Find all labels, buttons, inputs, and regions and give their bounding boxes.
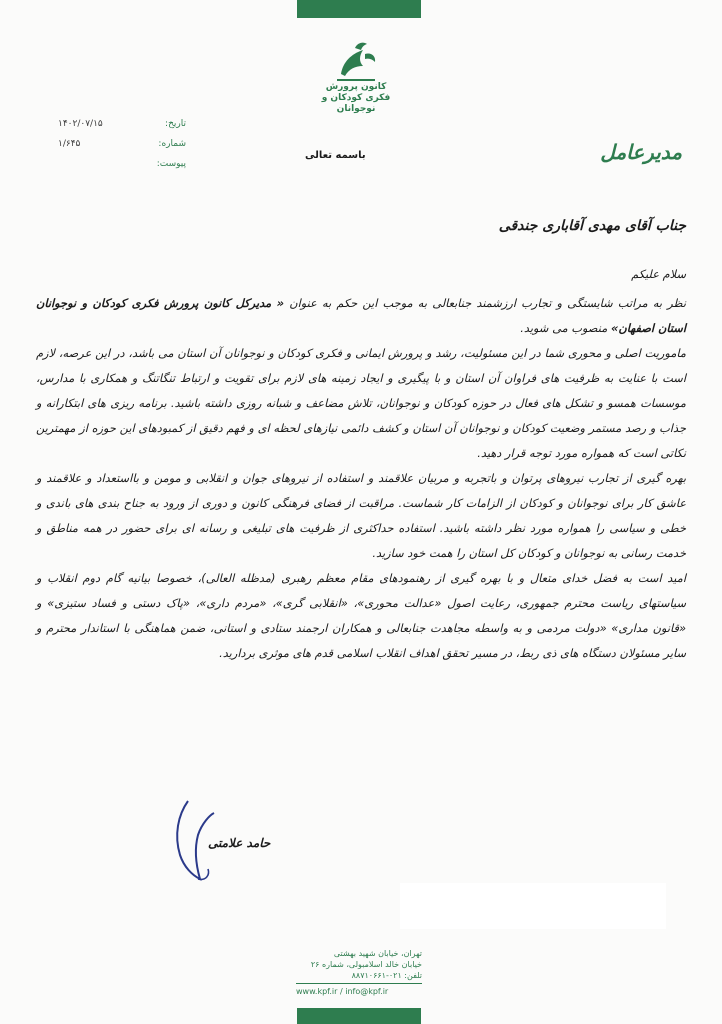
bottom-brand-bar [297,1008,421,1024]
date-value: ۱۴۰۲/۰۷/۱۵ [58,119,103,129]
number-row [58,134,186,154]
greeting: سلام علیکم [631,267,686,281]
footer-address [296,948,422,997]
signer-name: حامد علامتی [208,836,271,850]
top-brand-bar [297,0,421,18]
letter-meta [58,114,186,174]
recipient: جناب آقای مهدی آقاباری جندقی [498,218,686,234]
p1-title: « مدیرکل کانون پرورش فکری کودکان و نوجوانان استان اصفهان» [36,296,686,335]
website: www.kpf.ir / info@kpf.ir [296,987,389,996]
p1-start: نظر به مراتب شایستگی و تجارب ارزشمند جنابعالی به موجب این حکم به عنوان [289,296,686,310]
kanoon-logo-icon [333,40,379,82]
paragraph-4: امید است به فضل خدای متعال و با بهره گیری از رهنمودهای مقام معظم رهبری (مدظله العالی)، خصوصا بیانیه گام دوم انقلاب و سیاستهای ریاست محترم جمهوری، رعایت اصول «عدالت محوری»، «انقلابی گری»، «مردم داری»، «پاک دستی و فساد ستیزی» و «قانون مداری» «دولت مردمی و به واسطه مجاهدت جنابعالی و همکاران ارجمند ستادی و استانی، ضمن هماهنگی با استاندار محترم و سایر مسئولان دستگاه های ذی ربط، در مسیر تحقق اهداف انقلاب اسلامی قدم های موثری بردارید. [36,571,686,660]
footer-divider [296,983,422,984]
address-line-2: خیابان خالد اسلامبولی، شماره ۲۶ [310,960,422,969]
phone: تلفن: ۰۲۱-۸۸۷۱۰۶۶۱ [351,971,422,980]
sender-title: مدیرعامل [600,140,682,164]
date-label: تاریخ: [165,119,186,129]
address-line-1: تهران، خیابان شهید بهشتی [333,949,422,958]
logo-text: کانون پرورش فکری کودکان و نوجوانان [321,82,391,114]
attachment-label: پیوست: [156,159,186,169]
invocation: باسمه تعالی [305,150,366,161]
paragraph-3: بهره گیری از تجارب نیروهای پرتوان و باتجربه و مربیان علاقمند و استفاده از نیروهای جوان و انقلابی و مومن و بااستعداد و علاقمند و عاشق کار برای نوجوانان و کودکان از الزامات کار شماست. مراقبت از فضای فرهنگی کانون و دوری از ورود به جناح بندی های باندی و خطی و سیاسی را همواره مورد نظر داشته باشید. استفاده حداکثری از ظرفیت های تبلیغی و رسانه ای برای حضور در همه مناطق و خدمت رسانی به نوجوانان و کودکان کل استان را همت خود سازید. [36,471,686,560]
number-label: شماره: [158,139,186,149]
paragraph-1 [36,291,686,341]
redaction-block [400,883,666,929]
attachment-row [58,154,186,174]
number-value: ۱/۶۴۵ [58,139,81,149]
paragraph-2: ماموریت اصلی و محوری شما در این مسئولیت، رشد و پرورش ایمانی و فکری کودکان و نوجوانان آن استان می باشد، در این عرصه، لازم است با عنایت به ظرفیت های فراوان آن استان و با پیگیری و ایجاد زمینه های لازم برای تقویت و ارتباط تنگاتنگ و همکاری با مدارس، موسسات همسو و تشکل های فعال در حوزه کودکان و نوجوانان، تلاش مضاعف و شبانه روزی داشته باشید. برنامه ریزی های ابتکارانه و جذاب و رصد مستمر وضعیت کودکان و نوجوانان آن استان و کشف دائمی نیازهای لحظه ای و فهم دقیق از کمبودهای این حوزه از مهمترین نکاتی است که همواره مورد توجه قرار دهید. [36,346,686,460]
date-row [58,114,186,134]
p1-end: منصوب می شوید. [520,321,608,335]
letter-body [36,262,686,666]
logo [318,40,394,115]
